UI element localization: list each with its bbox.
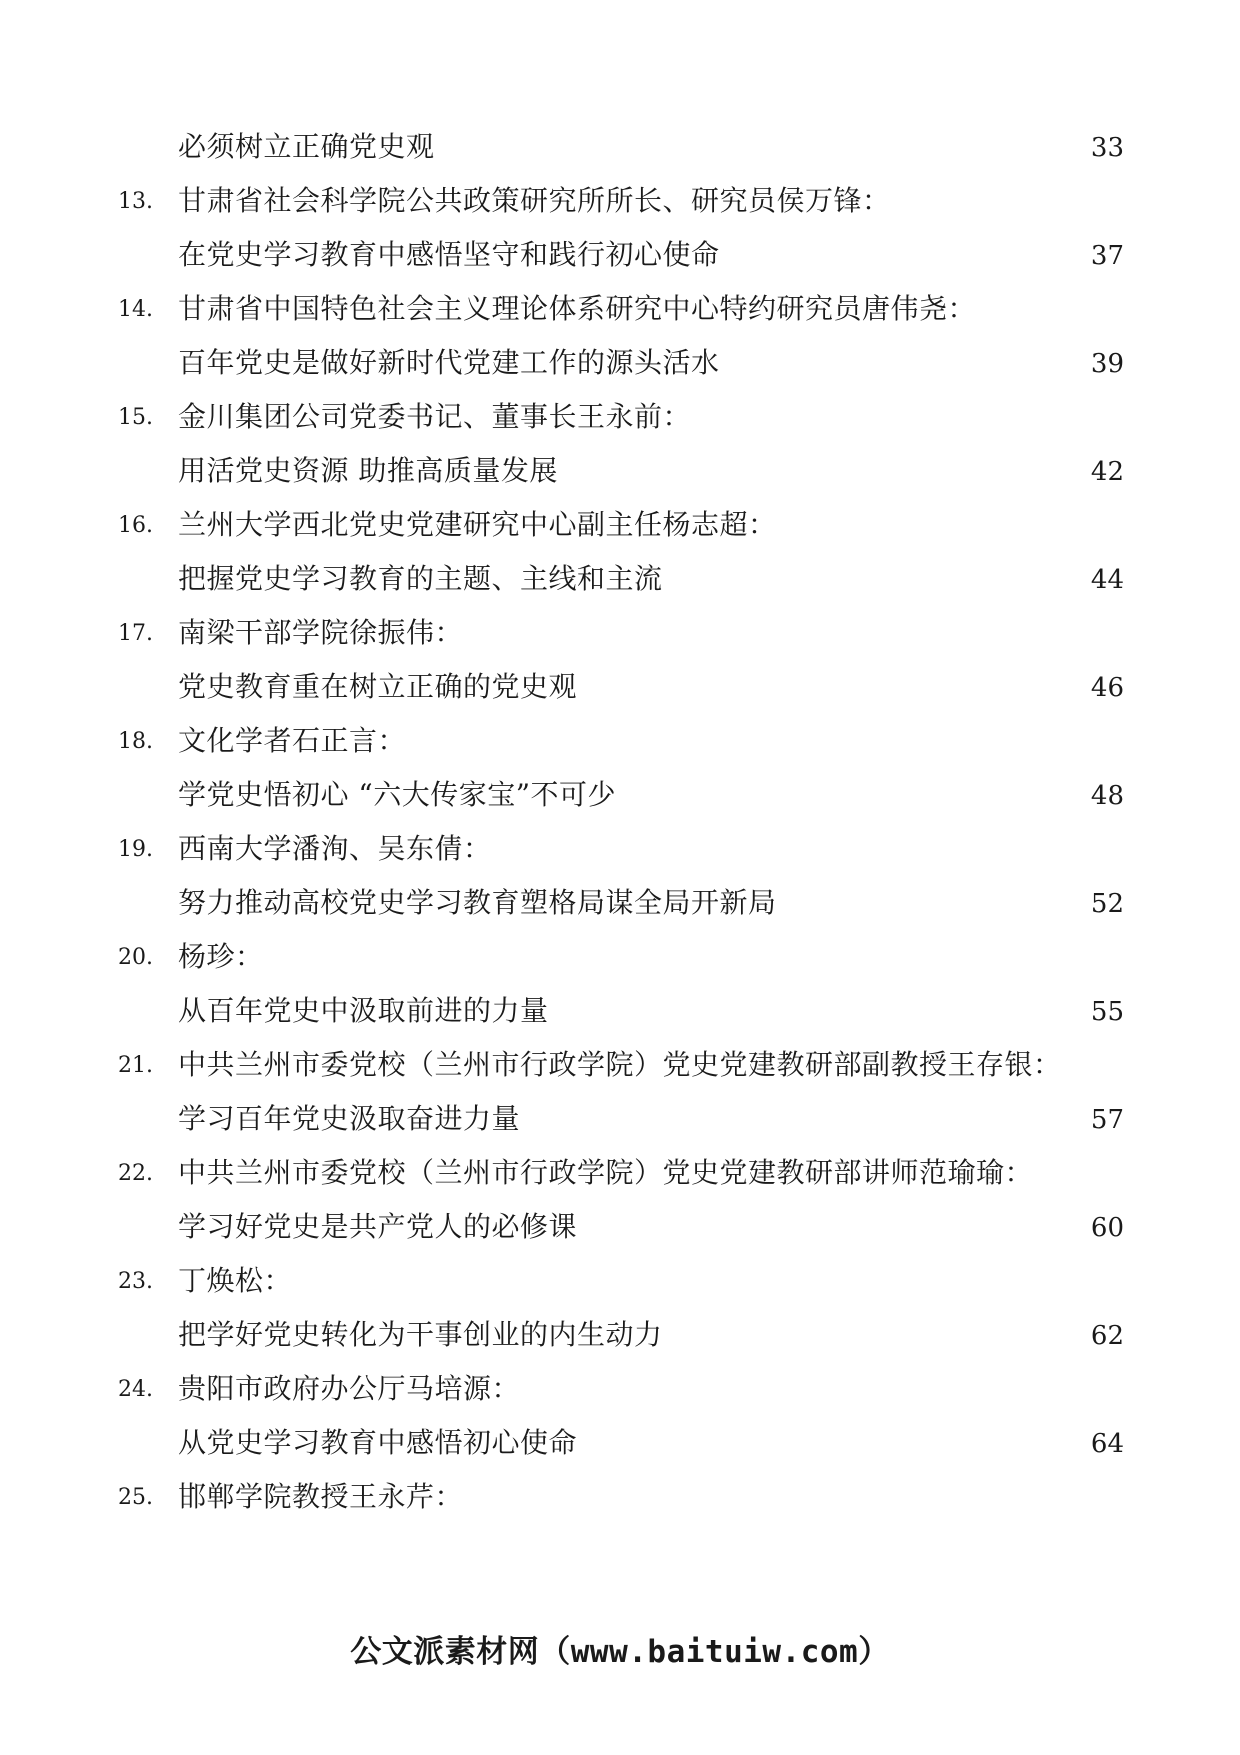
- toc-entry-text: 学习百年党史汲取奋进力量: [178, 1102, 521, 1135]
- toc-entry-number: 20.: [118, 945, 153, 970]
- toc-entry-number: 21.: [118, 1053, 153, 1078]
- toc-entry-text: 金川集团公司党委书记、董事长王永前：: [178, 400, 692, 433]
- toc-entry-text: 学习好党史是共产党人的必修课: [178, 1210, 578, 1243]
- toc-entry-author: [0, 498, 1240, 552]
- table-of-contents: [0, 120, 1240, 1524]
- toc-entry-text: 在党史学习教育中感悟坚守和践行初心使命: [178, 238, 720, 271]
- toc-entry-author: [0, 1146, 1240, 1200]
- toc-entry-author: [0, 282, 1240, 336]
- footer-watermark: 公文派素材网（www.baituiw.com）: [350, 1634, 890, 1670]
- toc-entry-text: 必须树立正确党史观: [178, 130, 435, 163]
- toc-entry-number: 16.: [118, 513, 153, 538]
- toc-entry-title: [0, 1416, 1240, 1470]
- toc-entry-author: [0, 606, 1240, 660]
- toc-entry-text: 中共兰州市委党校（兰州市行政学院）党史党建教研部副教授王存银：: [178, 1048, 1062, 1081]
- toc-entry-author: [0, 1254, 1240, 1308]
- toc-entry-number: 23.: [118, 1269, 153, 1294]
- toc-entry-title: [0, 984, 1240, 1038]
- toc-entry-page-number: 39: [1090, 349, 1124, 379]
- toc-entry-text: 杨珍：: [178, 940, 264, 973]
- toc-entry-author: [0, 390, 1240, 444]
- toc-entry-page-number: 46: [1090, 673, 1124, 703]
- toc-entry-text: 文化学者石正言：: [178, 724, 407, 757]
- toc-entry-number: 18.: [118, 729, 153, 754]
- toc-entry-page-number: 60: [1090, 1213, 1124, 1243]
- toc-entry-page-number: 44: [1090, 565, 1124, 595]
- toc-entry-page-number: 62: [1090, 1321, 1124, 1351]
- toc-entry-title: [0, 660, 1240, 714]
- toc-entry-text: 丁焕松：: [178, 1264, 293, 1297]
- toc-entry-author: [0, 822, 1240, 876]
- toc-entry-author: [0, 1470, 1240, 1524]
- toc-entry-text: 努力推动高校党史学习教育塑格局谋全局开新局: [178, 886, 777, 919]
- toc-entry-text: 党史教育重在树立正确的党史观: [178, 670, 578, 703]
- toc-entry-page-number: 55: [1090, 997, 1124, 1027]
- toc-entry-page-number: 37: [1090, 241, 1124, 271]
- toc-entry-title: [0, 552, 1240, 606]
- toc-entry-text: 甘肃省中国特色社会主义理论体系研究中心特约研究员唐伟尧：: [178, 292, 977, 325]
- toc-entry-author: [0, 1362, 1240, 1416]
- toc-entry-text: 用活党史资源 助推高质量发展: [178, 454, 558, 487]
- toc-entry-text: 学党史悟初心 “六大传家宝”不可少: [178, 778, 617, 811]
- toc-entry-author: [0, 714, 1240, 768]
- toc-entry-number: 22.: [118, 1161, 153, 1186]
- toc-entry-page-number: 48: [1090, 781, 1124, 811]
- toc-entry-number: 13.: [118, 189, 153, 214]
- toc-entry-text: 邯郸学院教授王永芹：: [178, 1480, 464, 1513]
- toc-entry-text: 把学好党史转化为干事创业的内生动力: [178, 1318, 663, 1351]
- toc-entry-text: 兰州大学西北党史党建研究中心副主任杨志超：: [178, 508, 777, 541]
- toc-entry-title: [0, 120, 1240, 174]
- toc-entry-title: [0, 1200, 1240, 1254]
- toc-entry-text: 把握党史学习教育的主题、主线和主流: [178, 562, 663, 595]
- toc-entry-page-number: 57: [1090, 1105, 1124, 1135]
- toc-entry-text: 贵阳市政府办公厅马培源：: [178, 1372, 521, 1405]
- toc-entry-text: 从百年党史中汲取前进的力量: [178, 994, 549, 1027]
- toc-entry-text: 百年党史是做好新时代党建工作的源头活水: [178, 346, 720, 379]
- toc-entry-text: 甘肃省社会科学院公共政策研究所所长、研究员侯万锋：: [178, 184, 891, 217]
- toc-entry-title: [0, 1308, 1240, 1362]
- toc-entry-number: 15.: [118, 405, 153, 430]
- toc-entry-page-number: 33: [1090, 133, 1124, 163]
- toc-entry-title: [0, 336, 1240, 390]
- toc-entry-text: 从党史学习教育中感悟初心使命: [178, 1426, 578, 1459]
- toc-entry-page-number: 42: [1090, 457, 1124, 487]
- toc-entry-author: [0, 174, 1240, 228]
- toc-entry-title: [0, 1092, 1240, 1146]
- toc-entry-page-number: 52: [1090, 889, 1124, 919]
- toc-entry-number: 24.: [118, 1377, 153, 1402]
- toc-entry-number: 17.: [118, 621, 153, 646]
- toc-entry-title: [0, 768, 1240, 822]
- toc-entry-title: [0, 228, 1240, 282]
- toc-entry-number: 19.: [118, 837, 153, 862]
- toc-entry-number: 14.: [118, 297, 153, 322]
- toc-entry-title: [0, 876, 1240, 930]
- toc-entry-author: [0, 1038, 1240, 1092]
- toc-entry-title: [0, 444, 1240, 498]
- toc-entry-text: 南梁干部学院徐振伟：: [178, 616, 464, 649]
- toc-entry-text: 西南大学潘洵、吴东倩：: [178, 832, 492, 865]
- toc-entry-author: [0, 930, 1240, 984]
- toc-entry-page-number: 64: [1090, 1429, 1124, 1459]
- toc-entry-number: 25.: [118, 1485, 153, 1510]
- toc-entry-text: 中共兰州市委党校（兰州市行政学院）党史党建教研部讲师范瑜瑜：: [178, 1156, 1034, 1189]
